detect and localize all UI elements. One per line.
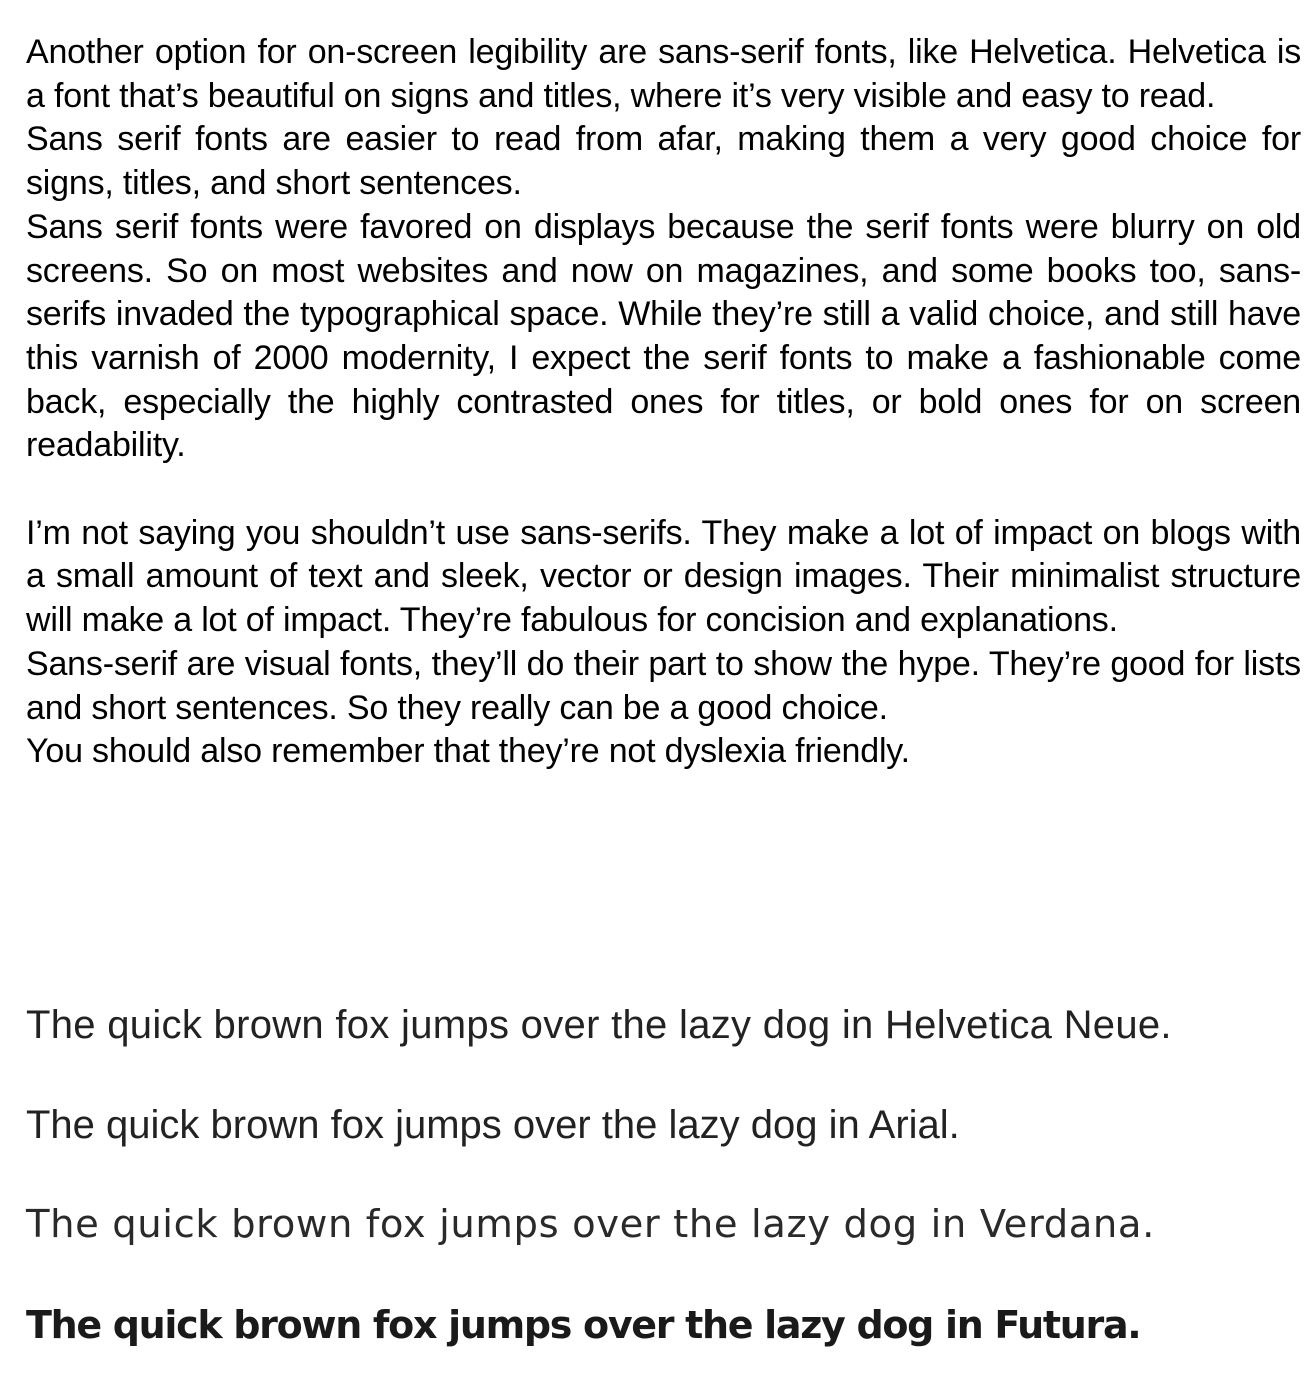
paragraph-sans-serif-visual: Sans-serif are visual fonts, they’ll do their part to show the hype. They’re good for lists and short sentences. So they really can be a good choice. <box>26 644 1301 727</box>
paragraph-sans-serif-history: Sans serif fonts were favored on displays because the serif fonts were blurry on old screens. So on most websites and now on magazines, and some books too, sans-serifs invaded the typographical space. While they’re still a valid choice, and still have this varnish of 2000 modernity, I expect the serif fonts to make a fashionable come back, especially the highly contrasted ones for titles, or bold ones for on screen readability. <box>26 207 1301 465</box>
article-body <box>26 31 1301 774</box>
paragraph-helvetica-intro: Another option for on-screen legibility are sans-serif fonts, like Helvetica. Helvetica is a font that’s beautiful on signs and titles, where it’s very visible and easy to read. <box>26 33 1301 115</box>
font-sample-verdana: The quick brown fox jumps over the lazy dog in Verdana. <box>26 1202 1155 1247</box>
font-sample-futura: The quick brown fox jumps over the lazy dog in Futura. <box>26 1303 1141 1347</box>
font-sample-helvetica-neue: The quick brown fox jumps over the lazy dog in Helvetica Neue. <box>26 1003 1172 1047</box>
paragraph-sans-serif-impact: I’m not saying you shouldn’t use sans-serifs. They make a lot of impact on blogs with a small amount of text and sleek, vector or design images. Their minimalist structure will make a lot of impact. They’re fabulous for concision and explanations. <box>26 513 1301 640</box>
paragraph-sans-serif-afar: Sans serif fonts are easier to read from afar, making them a very good choice for signs, titles, and short sentences. <box>26 120 1301 203</box>
font-sample-arial: The quick brown fox jumps over the lazy dog in Arial. <box>26 1103 960 1147</box>
paragraph-dyslexia-note: You should also remember that they’re not dyslexia friendly. <box>26 732 910 771</box>
